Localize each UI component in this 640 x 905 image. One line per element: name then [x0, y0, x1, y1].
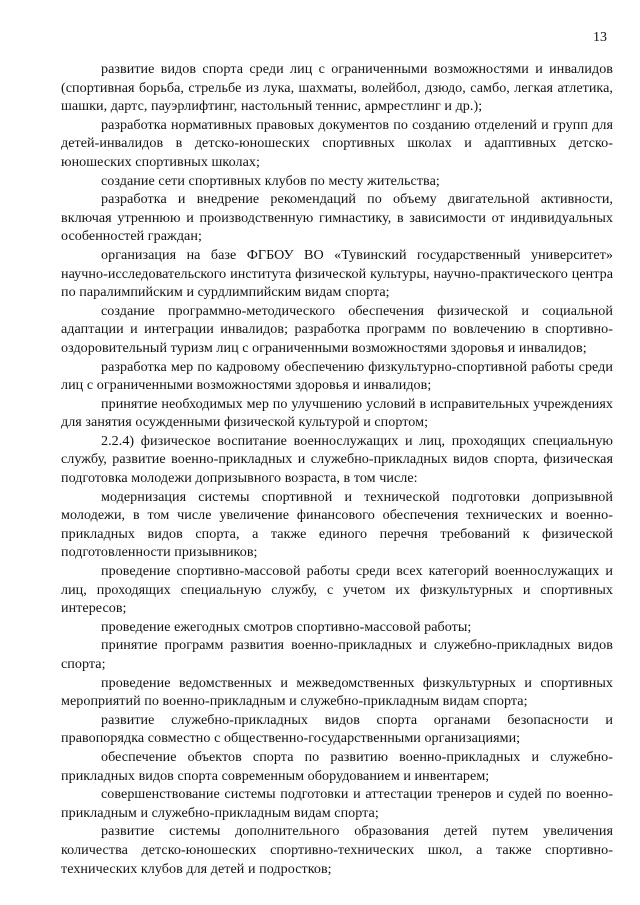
paragraph-coach-training: совершенствование системы подготовки и аттестации тренеров и судей по военно-прикладным и служебно-прикладным видам спорта; — [61, 786, 613, 821]
paragraph-security-agencies: развитие служебно-прикладных видов спорта органами безопасности и правопорядка совместно с общественно-государственными организациями; — [61, 711, 613, 747]
paragraph-sport-disabled: развитие видов спорта среди лиц с ограниченными возможностями и инвалидов (спортивная борьба, стрельбе из лука, шахматы, волейбол, дзюдо, самбо, легкая атлетика, шашки, дартс, пауэрлифтинг, настольный теннис, армрестлинг и др.); — [61, 61, 613, 115]
paragraph-section-2-2-4: 2.2.4) физическое воспитание военнослужащих и лиц, проходящих специальную службу, развитие военно-прикладных и служебно-прикладных видов спорта, физическая подготовка молодежи допризывного возраста, в том числе: — [61, 432, 613, 487]
paragraph-normative-documents: разработка нормативных правовых документов по созданию отделений и групп для детей-инвалидов в детско-юношеских спортивных школах и адаптивных детско-юношеских спортивных школах; — [61, 116, 613, 170]
paragraph-annual-reviews: проведение ежегодных смотров спортивно-массовой работы; — [101, 618, 472, 635]
paragraph-correctional-facilities: принятие необходимых мер по улучшению условий в исправительных учреждениях для занятия осужденными физической культурой и спортом; — [61, 395, 613, 431]
paragraph-activity-recommendations: разработка и внедрение рекомендаций по объему двигательной активности, включая утреннюю и производственную гимнастику, в зависимости от индивидуальных особенностей граждан; — [61, 191, 613, 245]
page-number: 13 — [593, 30, 607, 45]
paragraph-additional-education: развитие системы дополнительного образования детей путем увеличения количества детско-юношеских спортивно-технических школ, а также спортивно-технических клубов для детей и подростков; — [61, 823, 613, 877]
paragraph-military-programs: принятие программ развития военно-прикладных и служебно-прикладных видов спорта; — [61, 637, 613, 672]
paragraph-sport-clubs: создание сети спортивных клубов по месту жительства; — [101, 172, 440, 189]
paragraph-staffing: разработка мер по кадровому обеспечению физкультурно-спортивной работы среди лиц с ограниченными возможностями здоровья и инвалидов; — [61, 358, 613, 394]
paragraph-pre-conscription: модернизация системы спортивной и технической подготовки допризывной молодежи, в том числе увеличение финансового обеспечения технических и военно-прикладных видов спорта, а также единого перечня требований к физической подготовленности призывников; — [61, 488, 613, 561]
paragraph-departmental-events: проведение ведомственных и межведомственных физкультурных и спортивных мероприятий по военно-прикладным и служебно-прикладным видам спорта; — [61, 674, 613, 710]
paragraph-equipment: обеспечение объектов спорта по развитию военно-прикладных и служебно-прикладных видов спорта современным оборудованием и инвентарем; — [61, 748, 613, 784]
document-body — [61, 60, 613, 878]
paragraph-methodical-support: создание программно-методического обеспечения физической и социальной адаптации и интеграции инвалидов; разработка программ по вовлечению в спортивно-оздоровительный туризм лиц с ограниченными возможностями здоровья и инвалидов; — [61, 302, 613, 356]
paragraph-research-institute: организация на базе ФГБОУ ВО «Тувинский государственный университет» научно-исследовательского института физической культуры, научно-практического центра по паралимпийским и сурдлимпийским видам спорта; — [61, 246, 613, 301]
paragraph-mass-sport-work: проведение спортивно-массовой работы среди всех категорий военнослужащих и лиц, проходящих специальную службу, с учетом их физкультурных и спортивных интересов; — [61, 563, 613, 617]
